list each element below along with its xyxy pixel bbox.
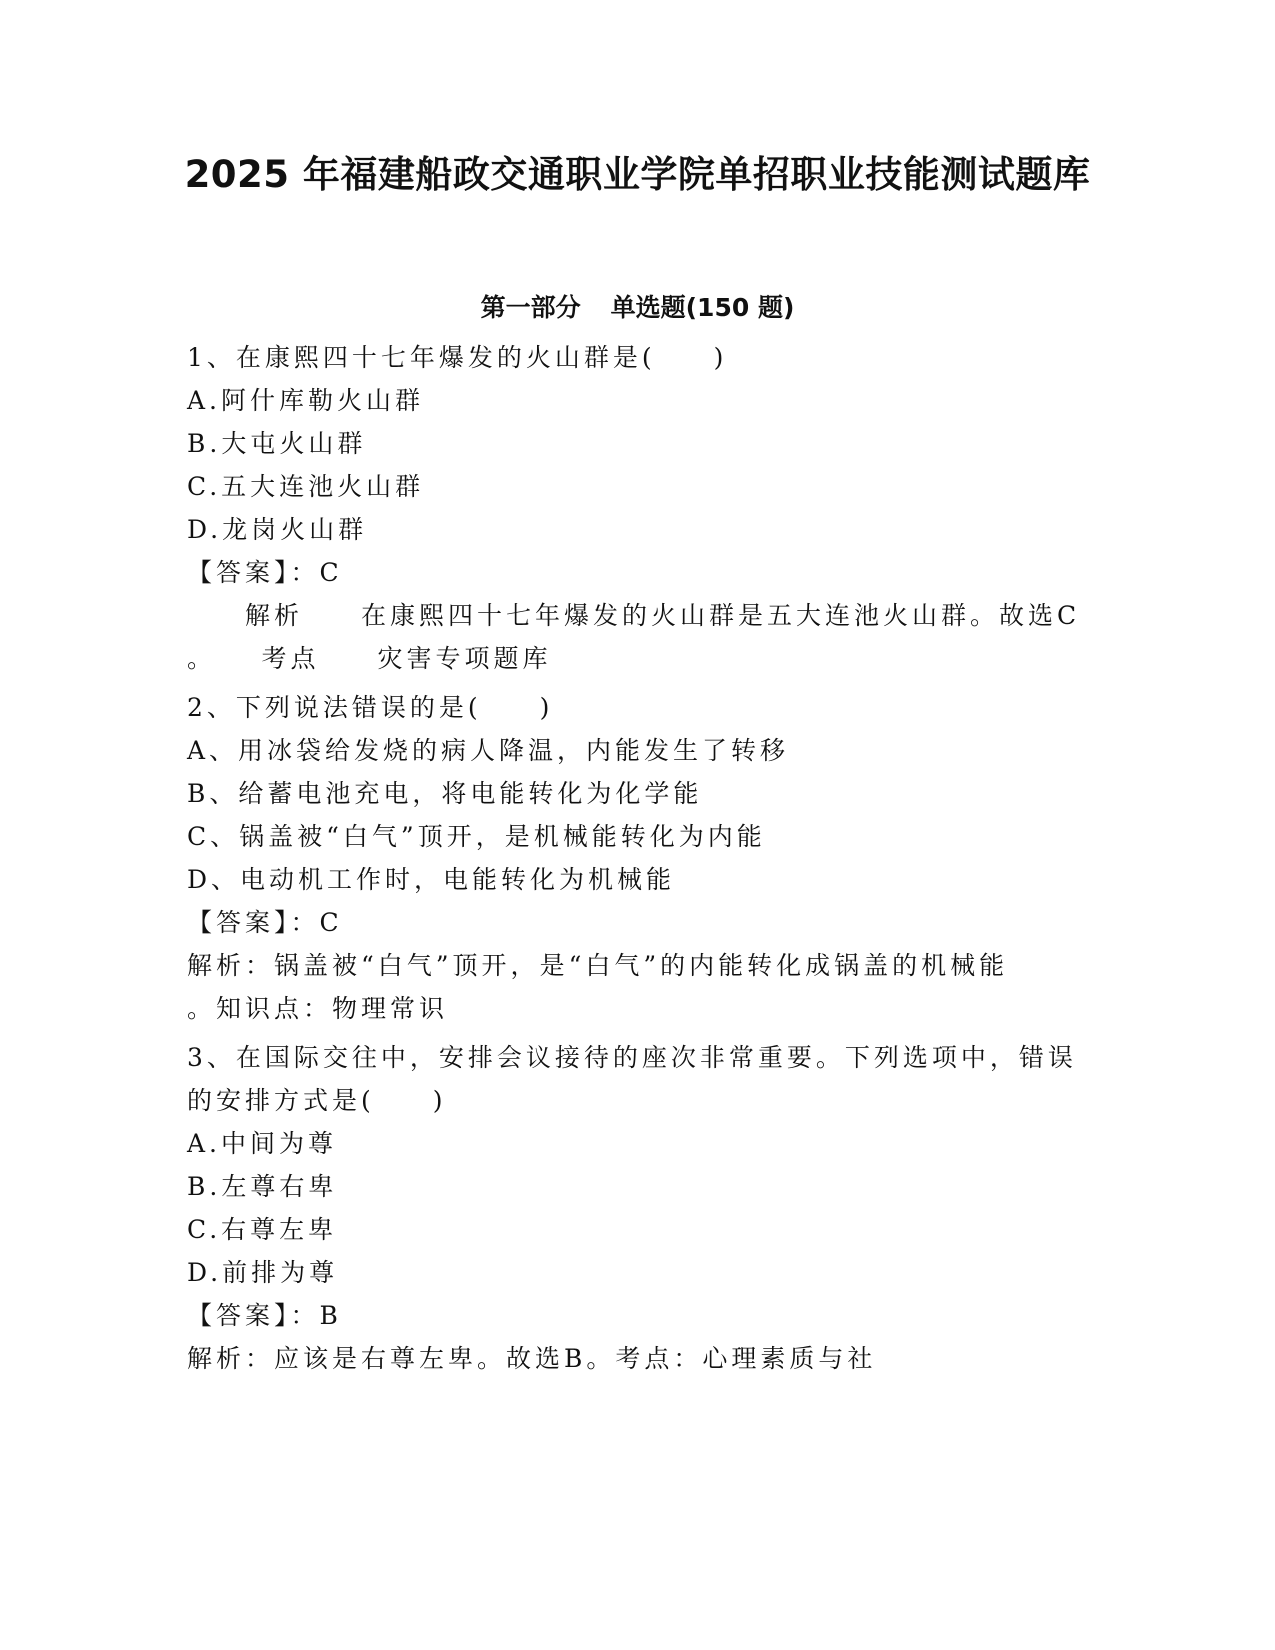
answer-label: 【答案】：C <box>187 908 343 937</box>
option-d: D.前排为尊 <box>187 1258 339 1287</box>
option-b: B.左尊右卑 <box>187 1172 338 1201</box>
question-2 <box>187 686 1087 1030</box>
question-stem: 2、下列说法错误的是( ) <box>187 693 554 722</box>
analysis-line: 。知识点：物理常识 <box>187 994 449 1023</box>
question-stem: 3、在国际交往中，安排会议接待的座次非常重要。下列选项中，错误 <box>187 1043 1077 1072</box>
section-part: 第一部分 <box>480 293 581 322</box>
option-c: C、锅盖被“白气”顶开，是机械能转化为内能 <box>187 822 766 851</box>
option-a: A.阿什库勒火山群 <box>187 386 425 415</box>
option-c: C.五大连池火山群 <box>187 472 425 501</box>
question-3 <box>187 1036 1087 1380</box>
section-name: 单选题(150 题) <box>610 293 795 322</box>
analysis-line: 。 考点 灾害专项题库 <box>187 644 552 673</box>
option-c: C.右尊左卑 <box>187 1215 338 1244</box>
analysis-line: 解析 在康熙四十七年爆发的火山群是五大连池火山群。故选C <box>187 601 1081 630</box>
analysis-line: 解析：应该是右尊左卑。故选B。考点：心理素质与社 <box>187 1344 877 1373</box>
question-1 <box>187 336 1087 680</box>
question-stem: 的安排方式是( ) <box>187 1086 447 1115</box>
option-a: A.中间为尊 <box>187 1129 338 1158</box>
section-heading <box>0 290 1275 326</box>
answer-label: 【答案】：B <box>187 1301 342 1330</box>
option-b: B.大屯火山群 <box>187 429 367 458</box>
option-d: D.龙岗火山群 <box>187 515 368 544</box>
option-d: D、电动机工作时，电能转化为机械能 <box>187 865 676 894</box>
document-title: 2025 年福建船政交通职业学院单招职业技能测试题库 <box>184 153 1091 196</box>
question-stem: 1、在康熙四十七年爆发的火山群是( ) <box>187 343 728 372</box>
analysis-line: 解析：锅盖被“白气”顶开，是“白气”的内能转化成锅盖的机械能 <box>187 951 1009 980</box>
option-a: A、用冰袋给发烧的病人降温，内能发生了转移 <box>187 736 790 765</box>
option-b: B、给蓄电池充电，将电能转化为化学能 <box>187 779 703 808</box>
answer-label: 【答案】：C <box>187 558 343 587</box>
